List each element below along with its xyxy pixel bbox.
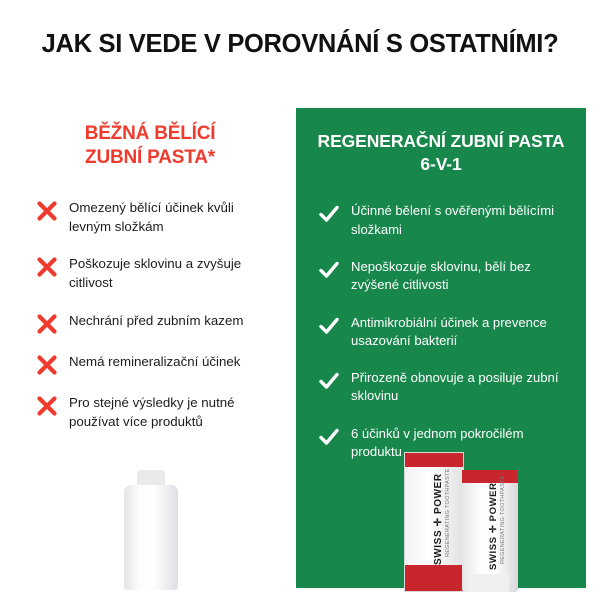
right-feature-list <box>296 202 586 461</box>
list-item-label: Nemá remineralizační účinek <box>69 354 241 370</box>
left-title-line-1: BĚŽNÁ BĚLÍCÍ <box>84 123 216 144</box>
page-title: JAK SI VEDE V POROVNÁNÍ S OSTATNÍMI? <box>41 30 559 58</box>
list-item-label: Nepoškozuje sklovinu, bělí bez zvýšené citlivosti <box>351 258 531 293</box>
left-column-title <box>14 122 286 171</box>
cross-icon <box>36 354 58 376</box>
list-item <box>36 353 268 375</box>
cross-icon <box>36 313 58 335</box>
tube-body <box>124 485 178 590</box>
list-item-label: Pro stejné výsledky je nutné používat více produktů <box>69 395 235 429</box>
plain-toothpaste-tube-image <box>124 470 178 590</box>
check-icon <box>318 426 340 448</box>
box-top-band <box>405 453 463 467</box>
check-icon <box>318 315 340 337</box>
left-feature-list <box>14 199 286 432</box>
list-item-label: Přirozeně obnovuje a posiluje zubní sklovinu <box>351 370 559 404</box>
list-item <box>36 394 268 432</box>
cross-icon <box>36 395 58 417</box>
list-item <box>318 258 568 295</box>
box-subtitle-label: REGENERATING TOOTHPASTE <box>445 468 451 557</box>
right-title-line-1: REGENERAČNÍ ZUBNÍ PASTA <box>317 131 565 151</box>
check-icon <box>318 203 340 225</box>
list-item <box>36 255 268 293</box>
list-item <box>318 314 568 351</box>
product-box-image <box>404 452 464 592</box>
list-item <box>318 202 568 239</box>
regenerating-toothpaste-tube-image <box>462 470 518 592</box>
tube-brand-label: SWISS ✛ POWER <box>488 482 499 570</box>
tube-top-band <box>462 470 518 483</box>
list-item <box>318 369 568 406</box>
list-item-label: 6 účinků v jednom pokročilém produktu <box>351 425 524 460</box>
list-item-label: Nechrání před zubním kazem <box>69 313 244 329</box>
list-item-label: Antimikrobiální účinek a prevence usazování bakterií <box>351 314 547 348</box>
right-title-line-2: 6-V-1 <box>420 154 462 175</box>
list-item <box>36 199 268 237</box>
cross-icon <box>36 200 58 222</box>
check-icon <box>318 370 340 392</box>
cross-icon <box>36 256 58 278</box>
list-item-label: Poškozuje sklovinu a zvyšuje citlivost <box>69 256 242 291</box>
box-bottom-band <box>405 565 463 591</box>
list-item-label: Účinné bělení s ověřenými bělícími složkami <box>351 203 555 237</box>
right-column-title <box>296 130 586 176</box>
list-item <box>36 312 268 334</box>
list-item-label: Omezený bělící účinek kvůli levným složkám <box>69 199 234 234</box>
left-title-line-2: ZUBNÍ PASTA* <box>85 147 215 169</box>
tube-subtitle-label: REGENERATING TOOTHPASTE <box>500 475 506 564</box>
check-icon <box>318 259 340 281</box>
tube-cap <box>471 574 509 592</box>
box-brand-label: SWISS ✛ POWER <box>433 473 444 565</box>
